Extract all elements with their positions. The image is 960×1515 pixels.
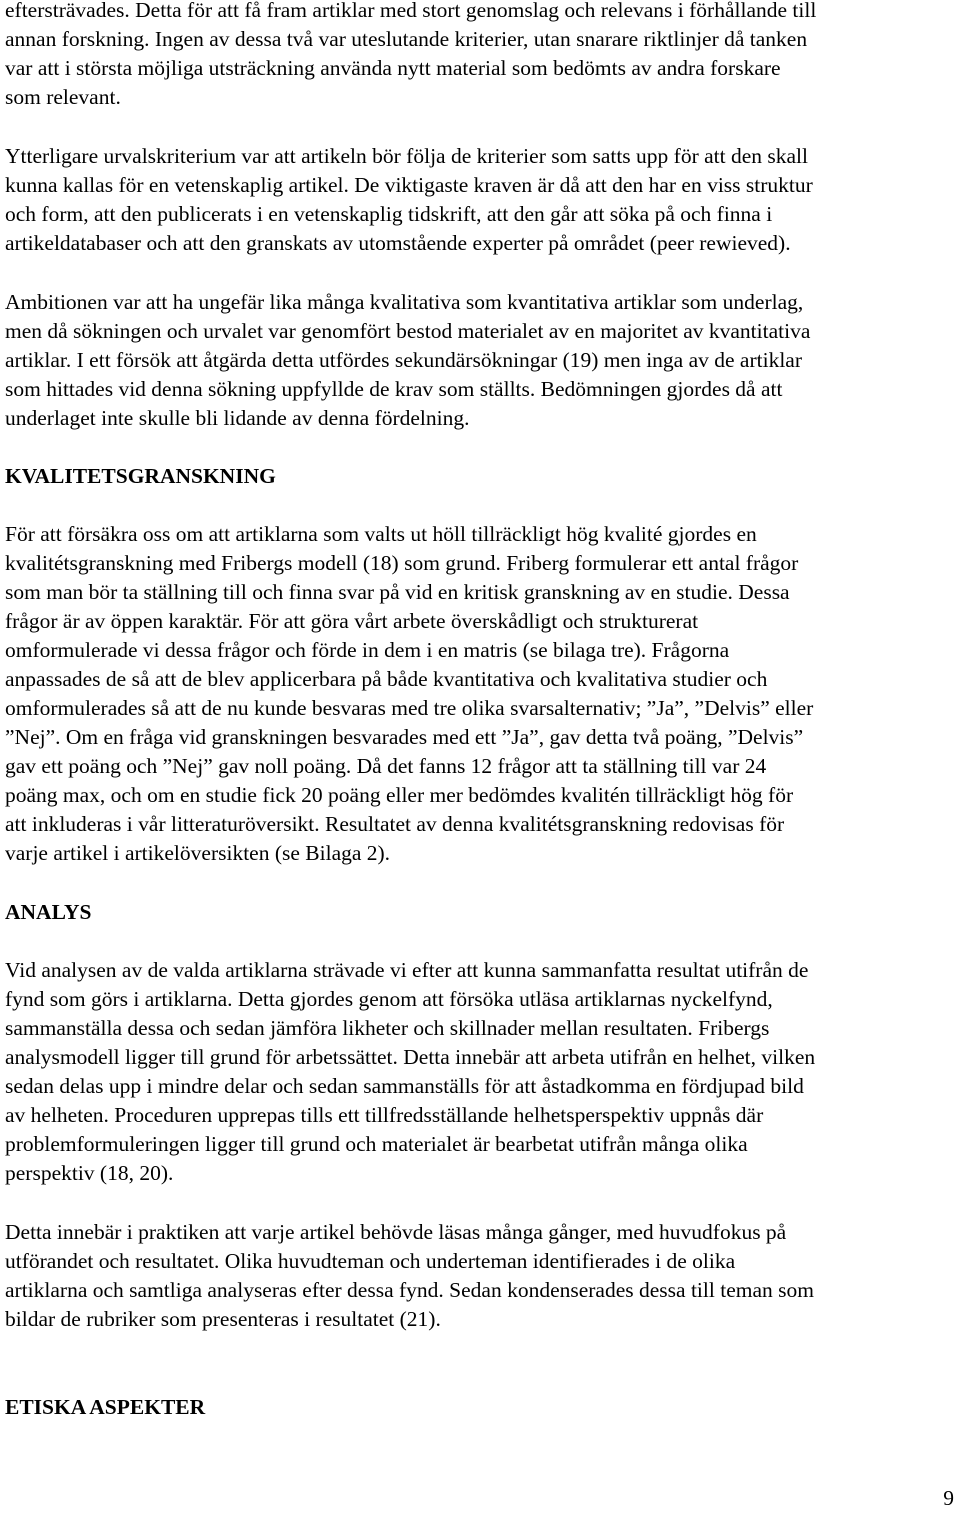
paragraph-line: var att i största möjliga utsträckning använda nytt material som bedömts av andra forskare [5,56,781,80]
paragraph-line: som man bör ta ställning till och finna svar på vid en kritisk granskning av en studie. Dessa [5,580,790,604]
paragraph-line: frågor är av öppen karaktär. För att göra vårt arbete överskådligt och strukturerat [5,609,699,633]
paragraph-line: artikeldatabaser och att den granskats av utomstående experter på området (peer rewieved). [5,231,791,255]
page-number: 9 [943,1486,954,1510]
paragraph-line: perspektiv (18, 20). [5,1161,174,1185]
paragraph-line: som hittades vid denna sökning uppfyllde de krav som ställts. Bedömningen gjordes då att [5,377,783,401]
paragraph-line: Detta innebär i praktiken att varje artikel behövde läsas många gånger, med huvudfokus på [5,1220,787,1244]
paragraph-line: kunna kallas för en vetenskaplig artikel. De viktigaste kraven är då att den har en viss struktur [5,173,813,197]
section-heading: ETISKA ASPEKTER [5,1395,206,1419]
paragraph-line: analysmodell ligger till grund för arbetssättet. Detta innebär att arbeta utifrån en helhet, vilken [5,1045,816,1069]
paragraph-line: men då sökningen och urvalet var genomfört bestod materialet av en majoritet av kvantitativa [5,319,811,343]
paragraph-line: omformulerade vi dessa frågor och förde in dem i en matris (se bilaga tre). Frågorna [5,638,730,662]
paragraph-line: problemformuleringen ligger till grund och materialet är bearbetat utifrån många olika [5,1132,748,1156]
paragraph-line: gav ett poäng och ”Nej” gav noll poäng. Då det fanns 12 frågor att ta ställning till var 24 [5,754,767,778]
paragraph-line: fynd som görs i artiklarna. Detta gjordes genom att försöka utläsa artiklarnas nyckelfynd, [5,987,773,1011]
paragraph-line: artiklarna och samtliga analyseras efter dessa fynd. Sedan kondenserades dessa till teman som [5,1278,814,1302]
paragraph-line: sammanställa dessa och sedan jämföra likheter och skillnader mellan resultaten. Fribergs [5,1016,770,1040]
paragraph-line: sedan delas upp i mindre delar och sedan sammanställs för att åstadkomma en fördjupad bild [5,1074,804,1098]
paragraph-line: underlaget inte skulle bli lidande av denna fördelning. [5,406,470,430]
paragraph-line: Ambitionen var att ha ungefär lika många kvalitativa som kvantitativa artiklar som underlag, [5,290,804,314]
paragraph-line: utförandet och resultatet. Olika huvudteman och underteman identifierades i de olika [5,1249,736,1273]
paragraph-line: anpassades de så att de blev applicerbara på både kvantitativa och kvalitativa studier och [5,667,768,691]
paragraph-line: ”Nej”. Om en fråga vid granskningen besvarades med ett ”Ja”, gav detta två poäng, ”Delvis” [5,725,804,749]
paragraph-line: att inkluderas i vår litteraturöversikt. Resultatet av denna kvalitétsgranskning redovisas för [5,812,785,836]
section-heading: KVALITETSGRANSKNING [5,464,276,488]
paragraph-line: artiklar. I ett försök att åtgärda detta utfördes sekundärsökningar (19) men inga av de artiklar [5,348,803,372]
paragraph-line: poäng max, och om en studie fick 20 poäng eller mer bedömdes kvalitén tillräckligt hög för [5,783,794,807]
paragraph-line: som relevant. [5,85,121,109]
paragraph-line: omformulerades så att de nu kunde besvaras med tre olika svarsalternativ; ”Ja”, ”Delvis” eller [5,696,814,720]
paragraph-line: och form, att den publicerats i en vetenskaplig tidskrift, att den går att söka på och finna i [5,202,773,226]
section-heading: ANALYS [5,900,92,924]
paragraph-line: av helheten. Proceduren upprepas tills ett tillfredsställande helhetsperspektiv uppnås där [5,1103,764,1127]
paragraph-line: Vid analysen av de valda artiklarna strävade vi efter att kunna sammanfatta resultat utifrån de [5,958,809,982]
paragraph-line: För att försäkra oss om att artiklarna som valts ut höll tillräckligt hög kvalité gjordes en [5,522,757,546]
paragraph-line: bildar de rubriker som presenteras i resultatet (21). [5,1307,441,1331]
paragraph-line: varje artikel i artikelöversikten (se Bilaga 2). [5,841,391,865]
paragraph-line: kvalitétsgranskning med Fribergs modell (18) som grund. Friberg formulerar ett antal frågor [5,551,799,575]
paragraph-line: eftersträvades. Detta för att få fram artiklar med stort genomslag och relevans i förhållande till [5,0,817,22]
paragraph-line: Ytterligare urvalskriterium var att artikeln bör följa de kriterier som satts upp för att den skall [5,144,809,168]
paragraph-line: annan forskning. Ingen av dessa två var uteslutande kriterier, utan snarare riktlinjer då tanken [5,27,808,51]
